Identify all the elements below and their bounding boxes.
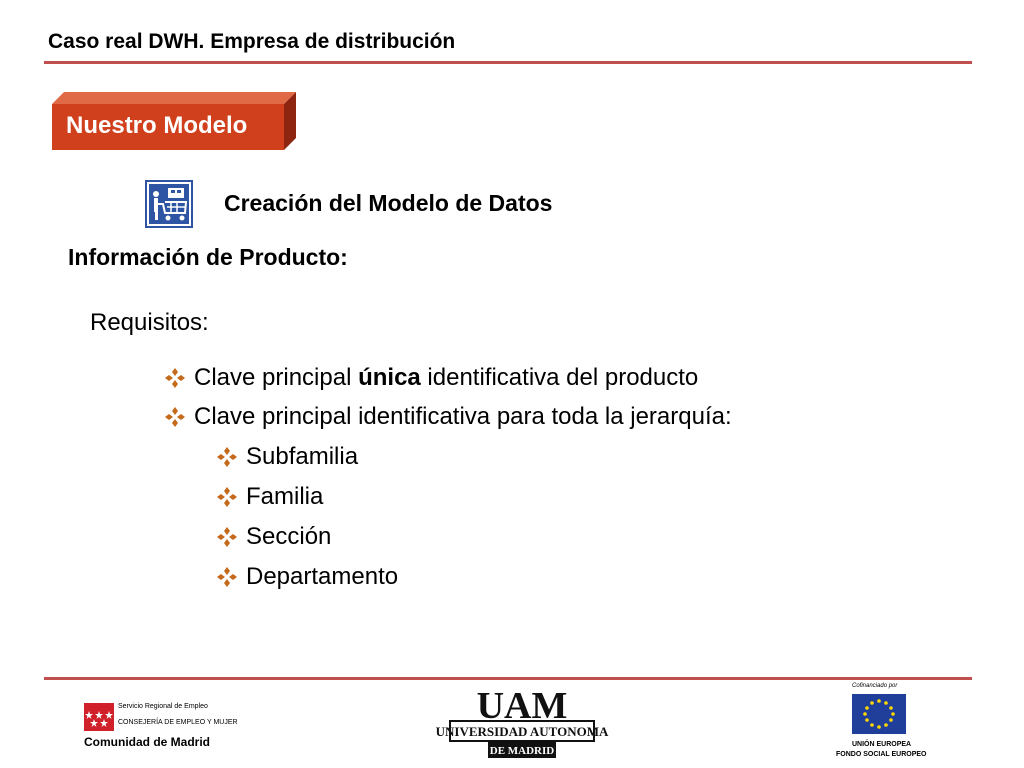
requirement-text: Clave principal identificativa para toda la jerarquía: bbox=[194, 403, 732, 430]
model-tab-label: Nuestro Modelo bbox=[66, 112, 248, 139]
madrid-name: Comunidad de Madrid bbox=[84, 735, 210, 749]
eu-flag-logo bbox=[852, 694, 906, 734]
diamond-bullet-icon bbox=[216, 526, 238, 548]
madrid-service-text: Servicio Regional de Empleo bbox=[118, 703, 208, 710]
info-heading: Información de Producto: bbox=[68, 244, 348, 270]
hierarchy-item bbox=[216, 443, 358, 471]
diamond-bullet-icon bbox=[164, 406, 186, 428]
diamond-bullet-icon bbox=[216, 486, 238, 508]
diamond-bullet-icon bbox=[216, 566, 238, 588]
hierarchy-label: Departamento bbox=[246, 563, 399, 590]
svg-text:DE MADRID: DE MADRID bbox=[489, 745, 555, 757]
diamond-bullet-icon bbox=[216, 446, 238, 468]
eu-fund-text: FONDO SOCIAL EUROPEO bbox=[836, 751, 927, 758]
hierarchy-label: Familia bbox=[246, 483, 324, 510]
requirements-heading: Requisitos: bbox=[90, 309, 209, 336]
requirement-item bbox=[164, 364, 698, 392]
header-divider bbox=[44, 61, 972, 64]
shopping-cart-icon bbox=[145, 180, 193, 228]
svg-text:UAM: UAM bbox=[476, 685, 568, 727]
diamond-bullet-icon bbox=[164, 367, 186, 389]
header-title: Caso real DWH. Empresa de distribución bbox=[48, 30, 456, 53]
footer-divider bbox=[44, 677, 972, 680]
hierarchy-item bbox=[216, 523, 331, 551]
hierarchy-item bbox=[216, 563, 398, 591]
requirement-text: Clave principal única identificativa del producto bbox=[194, 364, 699, 391]
svg-text:UNIVERSIDAD AUTONOMA: UNIVERSIDAD AUTONOMA bbox=[435, 724, 609, 739]
section-title: Creación del Modelo de Datos bbox=[224, 190, 553, 216]
eu-caption: Cofinanciado por bbox=[852, 683, 898, 689]
requirement-item bbox=[164, 403, 732, 431]
madrid-flag-logo bbox=[84, 703, 114, 731]
hierarchy-label: Sección bbox=[246, 523, 332, 550]
hierarchy-item bbox=[216, 483, 323, 511]
hierarchy-label: Subfamilia bbox=[246, 443, 359, 470]
uam-logo bbox=[435, 684, 609, 760]
madrid-department-text: CONSEJERÍA DE EMPLEO Y MUJER bbox=[118, 719, 238, 726]
eu-union-text: UNIÓN EUROPEA bbox=[852, 741, 912, 748]
